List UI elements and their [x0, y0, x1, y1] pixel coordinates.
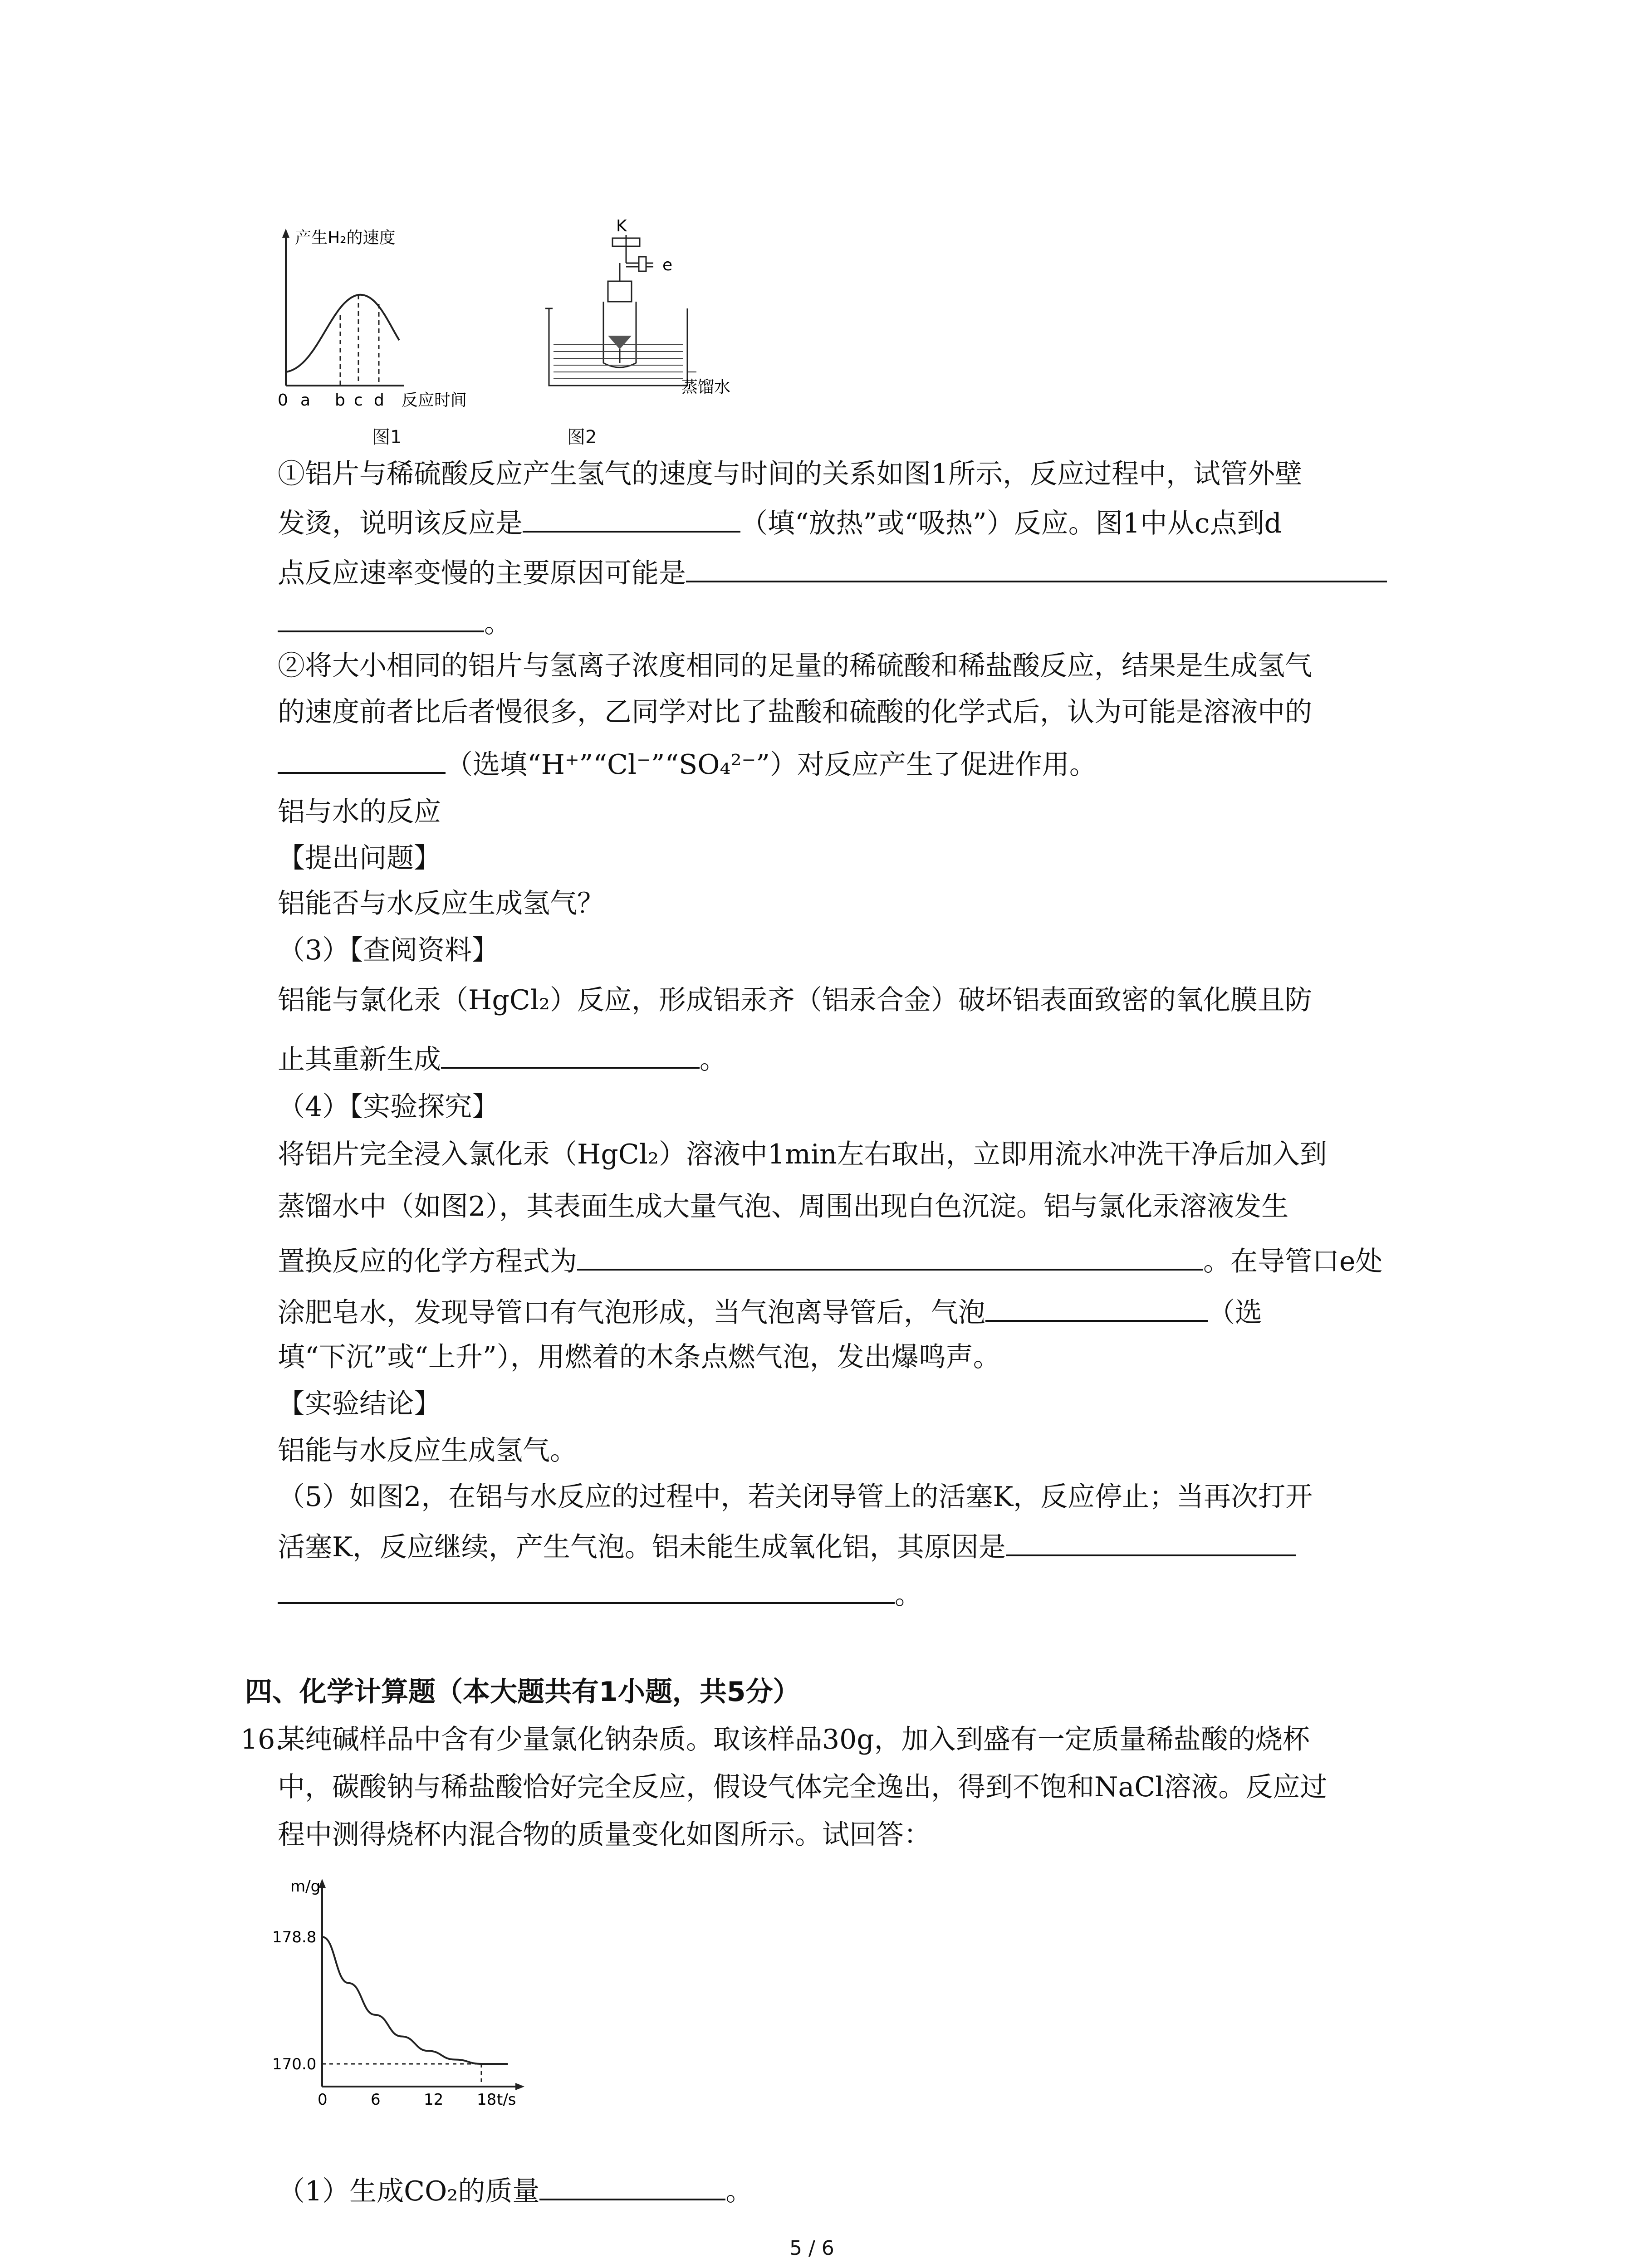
- fig1-ylabel: 产生H₂的速度: [295, 229, 396, 247]
- q16-line1: 某纯碱样品中含有少量氯化钠杂质。取该样品30g，加入到盛有一定质量稀盐酸的烧杯: [278, 1724, 1310, 1755]
- fig1-tick-a: a: [300, 391, 311, 410]
- bubble-blank[interactable]: [985, 1296, 1208, 1322]
- x-tick-label: 6: [371, 2091, 381, 2109]
- q2-line2: 的速度前者比后者慢很多，乙同学对比了盐酸和硫酸的化学式后，认为可能是溶液中的: [278, 696, 1312, 728]
- y-tick-label: 170.0: [272, 2055, 317, 2073]
- fig1-xlabel: 反应时间: [402, 391, 467, 410]
- s3-heading: （3）【查阅资料】: [278, 934, 500, 966]
- s4-line5: 填“下沉”或“上升”），用燃着的木条点燃气泡，发出爆鸣声。: [278, 1341, 1000, 1373]
- mass-time-chart: [254, 1869, 535, 2114]
- q1-blank-2[interactable]: [686, 557, 1387, 582]
- x-tick-label: 18: [477, 2091, 497, 2109]
- raise-question-heading: 【提出问题】: [278, 842, 441, 874]
- q1-blank-2-cont[interactable]: [278, 607, 484, 632]
- fig1-tick-b: b: [335, 391, 345, 410]
- equation-blank[interactable]: [577, 1245, 1203, 1271]
- s3-line1: 铝能与氯化汞（HgCl₂）反应，形成铝汞齐（铝汞合金）破坏铝表面致密的氧化膜且防: [278, 984, 1312, 1016]
- s5-blank-cont[interactable]: [278, 1579, 895, 1604]
- conclusion-heading: 【实验结论】: [278, 1388, 441, 1420]
- q1-line1: ①铝片与稀硫酸反应产生氢气的速度与时间的关系如图1所示，反应过程中，试管外壁: [278, 458, 1303, 490]
- s4-line3: 置换反应的化学方程式为 。在导管口e处: [278, 1246, 1383, 1277]
- q2-blank[interactable]: [278, 748, 446, 774]
- q1-line3: 点反应速率变慢的主要原因可能是: [278, 557, 1387, 587]
- outlet-label: e: [662, 256, 673, 274]
- s4-line2: 蒸馏水中（如图2），其表面生成大量气泡、周围出现白色沉淀。铝与氯化汞溶液发生: [278, 1191, 1289, 1222]
- fig2-caption: 图2: [567, 427, 597, 448]
- q2-line3: （选填“H⁺”“Cl⁻”“SO₄²⁻”）对反应产生了促进作用。: [278, 748, 1097, 778]
- figure-1-rate-graph: [268, 222, 522, 431]
- chart-xlabel: t/s: [497, 2091, 516, 2109]
- al-water-title: 铝与水的反应: [278, 796, 441, 828]
- q16-number: 16.: [240, 1724, 284, 1755]
- figure-2-apparatus: [540, 213, 740, 422]
- q16-line2: 中，碳酸钠与稀盐酸恰好完全反应，假设气体完全逸出，得到不饱和NaCl溶液。反应过: [278, 1771, 1327, 1803]
- part4-heading: 四、化学计算题（本大题共有1小题，共5分）: [245, 1676, 800, 1708]
- conclusion-text: 铝能与水反应生成氢气。: [278, 1435, 577, 1466]
- valve-label: K: [616, 217, 627, 235]
- s4-line4: 涂肥皂水，发现导管口有气泡形成，当气泡离导管后，气泡 （选: [278, 1297, 1262, 1329]
- x-tick-label: 0: [318, 2091, 328, 2109]
- x-tick-label: 12: [424, 2091, 444, 2109]
- y-tick-label: 178.8: [272, 1928, 317, 1946]
- s5-line3: 。: [278, 1579, 922, 1608]
- s4-heading: （4）【实验探究】: [278, 1091, 500, 1123]
- s3-line2: 止其重新生成 。: [278, 1044, 727, 1075]
- question-text: 铝能否与水反应生成氢气？: [278, 888, 604, 919]
- q2-line1: ②将大小相同的铝片与氢离子浓度相同的足量的稀硫酸和稀盐酸反应，结果是生成氢气: [278, 650, 1312, 682]
- chart-ylabel: m/g: [290, 1877, 321, 1896]
- fig1-tick-c: c: [354, 391, 363, 410]
- co2-mass-blank[interactable]: [539, 2175, 725, 2200]
- liquid-label: 蒸馏水: [681, 378, 731, 396]
- s5-blank[interactable]: [1006, 1531, 1296, 1556]
- q16-line3: 程中测得烧杯内混合物的质量变化如图所示。试回答：: [278, 1819, 931, 1851]
- s4-line1: 将铝片完全浸入氯化汞（HgCl₂）溶液中1min左右取出，立即用流水冲洗干净后加入到: [278, 1139, 1327, 1170]
- page-number: 5 / 6: [789, 2237, 834, 2260]
- q1-blank-1[interactable]: [523, 507, 740, 533]
- mass-curve: [322, 1937, 508, 2064]
- fig1-tick-0: 0: [278, 391, 288, 410]
- q1-line2: 发烫，说明该反应是 （填“放热”或“吸热”）反应。图1中从c点到d: [278, 508, 1282, 539]
- s5-line1: （5）如图2，在铝与水反应的过程中，若关闭导管上的活塞K，反应停止；当再次打开: [278, 1481, 1313, 1513]
- s3-blank[interactable]: [441, 1043, 700, 1069]
- s5-line2: 活塞K，反应继续，产生气泡。铝未能生成氧化铝，其原因是: [278, 1531, 1296, 1561]
- sub1-line: （1）生成CO₂的质量 。: [278, 2175, 753, 2207]
- fig1-caption: 图1: [372, 427, 402, 448]
- fig1-tick-d: d: [374, 391, 384, 410]
- q1-line4: 。: [278, 607, 511, 637]
